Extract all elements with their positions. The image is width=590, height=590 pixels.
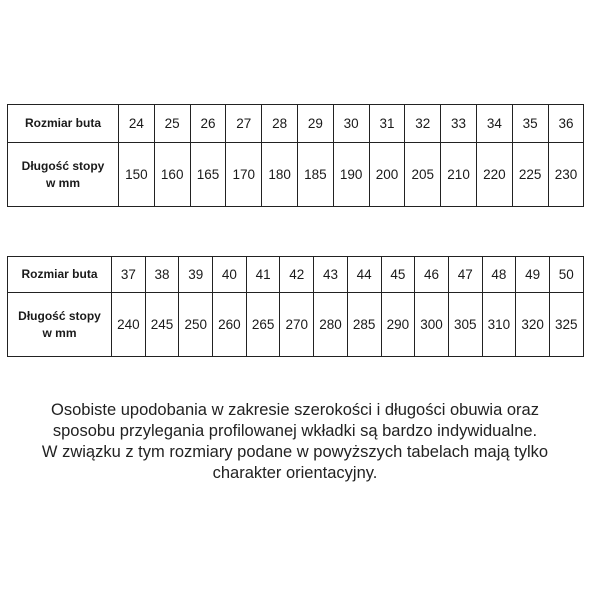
shoe-size-cell: 48 bbox=[482, 257, 516, 293]
foot-length-cell: 240 bbox=[112, 293, 146, 357]
foot-length-cell: 320 bbox=[516, 293, 550, 357]
foot-length-cell: 220 bbox=[476, 143, 512, 207]
shoe-size-row bbox=[8, 105, 584, 143]
shoe-size-cell: 45 bbox=[381, 257, 415, 293]
foot-length-cell: 250 bbox=[179, 293, 213, 357]
shoe-size-cell: 35 bbox=[512, 105, 548, 143]
shoe-size-cell: 44 bbox=[347, 257, 381, 293]
foot-length-label bbox=[8, 293, 112, 357]
foot-length-cell: 210 bbox=[441, 143, 477, 207]
disclaimer-note bbox=[0, 400, 590, 484]
shoe-size-cell: 46 bbox=[415, 257, 449, 293]
foot-length-cell: 310 bbox=[482, 293, 516, 357]
shoe-size-cell: 28 bbox=[262, 105, 298, 143]
foot-length-cell: 290 bbox=[381, 293, 415, 357]
foot-length-cell: 270 bbox=[280, 293, 314, 357]
shoe-size-cell: 33 bbox=[441, 105, 477, 143]
foot-length-cell: 170 bbox=[226, 143, 262, 207]
shoe-size-label: Rozmiar buta bbox=[8, 105, 119, 143]
foot-length-cell: 230 bbox=[548, 143, 584, 207]
shoe-size-cell: 40 bbox=[213, 257, 247, 293]
shoe-size-cell: 49 bbox=[516, 257, 550, 293]
foot-length-cell: 225 bbox=[512, 143, 548, 207]
foot-length-cell: 305 bbox=[448, 293, 482, 357]
foot-length-label-line1: Długość stopy bbox=[21, 158, 105, 173]
shoe-size-row bbox=[8, 257, 584, 293]
foot-length-cell: 280 bbox=[314, 293, 348, 357]
size-table-children bbox=[7, 104, 584, 207]
foot-length-cell: 165 bbox=[190, 143, 226, 207]
foot-length-cell: 260 bbox=[213, 293, 247, 357]
foot-length-cell: 200 bbox=[369, 143, 405, 207]
shoe-size-cell: 47 bbox=[448, 257, 482, 293]
foot-length-label-line2: w mm bbox=[45, 175, 80, 190]
shoe-size-cell: 37 bbox=[112, 257, 146, 293]
foot-length-label bbox=[8, 143, 119, 207]
disclaimer-line: sposobu przylegania profilowanej wkładki są bardzo indywidualne. bbox=[52, 422, 538, 440]
shoe-size-cell: 36 bbox=[548, 105, 584, 143]
shoe-size-cell: 39 bbox=[179, 257, 213, 293]
foot-length-cell: 325 bbox=[549, 293, 583, 357]
shoe-size-cell: 34 bbox=[476, 105, 512, 143]
shoe-size-cell: 25 bbox=[154, 105, 190, 143]
foot-length-cell: 205 bbox=[405, 143, 441, 207]
shoe-size-cell: 50 bbox=[549, 257, 583, 293]
foot-length-cell: 150 bbox=[119, 143, 155, 207]
shoe-size-cell: 30 bbox=[333, 105, 369, 143]
foot-length-cell: 160 bbox=[154, 143, 190, 207]
foot-length-cell: 245 bbox=[145, 293, 179, 357]
foot-length-cell: 300 bbox=[415, 293, 449, 357]
shoe-size-cell: 24 bbox=[119, 105, 155, 143]
disclaimer-line: Osobiste upodobania w zakresie szerokości i długości obuwia oraz bbox=[51, 401, 539, 419]
shoe-size-cell: 31 bbox=[369, 105, 405, 143]
disclaimer-line: charakter orientacyjny. bbox=[212, 464, 378, 482]
shoe-size-cell: 29 bbox=[297, 105, 333, 143]
disclaimer-line: W związku z tym rozmiary podane w powyższych tabelach mają tylko bbox=[41, 443, 549, 461]
foot-length-label-line2: w mm bbox=[42, 325, 77, 340]
foot-length-row bbox=[8, 293, 584, 357]
size-table-adults bbox=[7, 256, 584, 357]
foot-length-cell: 185 bbox=[297, 143, 333, 207]
shoe-size-cell: 43 bbox=[314, 257, 348, 293]
shoe-size-cell: 41 bbox=[246, 257, 280, 293]
foot-length-cell: 285 bbox=[347, 293, 381, 357]
shoe-size-cell: 42 bbox=[280, 257, 314, 293]
foot-length-row bbox=[8, 143, 584, 207]
shoe-size-label: Rozmiar buta bbox=[8, 257, 112, 293]
foot-length-cell: 190 bbox=[333, 143, 369, 207]
shoe-size-cell: 27 bbox=[226, 105, 262, 143]
foot-length-label-line1: Długość stopy bbox=[18, 308, 101, 323]
shoe-size-cell: 32 bbox=[405, 105, 441, 143]
shoe-size-cell: 26 bbox=[190, 105, 226, 143]
foot-length-cell: 265 bbox=[246, 293, 280, 357]
shoe-size-cell: 38 bbox=[145, 257, 179, 293]
foot-length-cell: 180 bbox=[262, 143, 298, 207]
